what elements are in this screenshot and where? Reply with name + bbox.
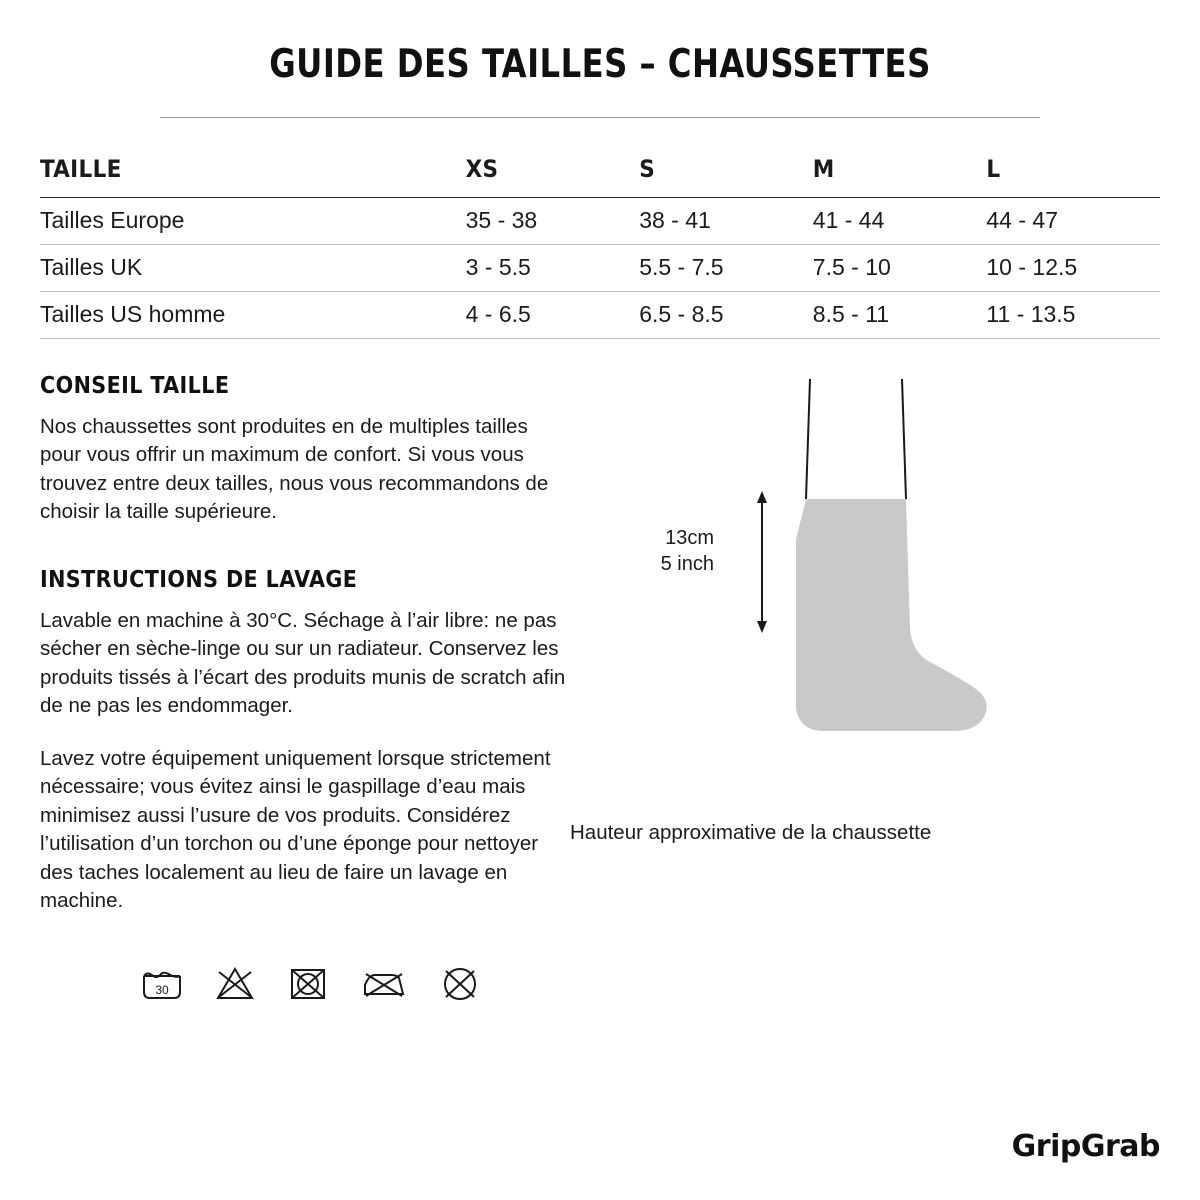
table-head — [40, 146, 1160, 198]
table-header-row — [40, 146, 1160, 198]
do-not-dry-clean-icon — [438, 964, 482, 1004]
table-row — [40, 292, 1160, 339]
sock-illustration-area — [570, 379, 1160, 809]
advice-heading: CONSEIL TAILLE — [40, 373, 230, 399]
cell-uk-m: 7.5 - 10 — [812, 254, 891, 280]
cell-us-m: 8.5 - 11 — [812, 301, 890, 327]
dimension-imperial: 5 inch — [660, 553, 714, 575]
table-row — [40, 245, 1160, 292]
cell-europe-m: 41 - 44 — [812, 207, 885, 233]
cell-us-s: 6.5 - 8.5 — [639, 301, 724, 327]
row-label-uk: Tailles UK — [40, 254, 143, 280]
sock-height-dimension — [634, 525, 714, 577]
cell-europe-xs: 35 - 38 — [465, 207, 538, 233]
care-symbols — [140, 964, 570, 1004]
cell-uk-l: 10 - 12.5 — [986, 254, 1078, 280]
cell-uk-s: 5.5 - 7.5 — [639, 254, 724, 280]
text-column — [40, 373, 570, 1004]
header-xs: XS — [465, 155, 499, 183]
svg-text:30: 30 — [155, 982, 169, 997]
title-divider — [160, 117, 1040, 118]
washing-heading: INSTRUCTIONS DE LAVAGE — [40, 566, 358, 593]
row-label-europe: Tailles Europe — [40, 207, 185, 233]
washing-paragraph-1: Lavable en machine à 30°C. Séchage à l’air libre: ne pas sécher en sèche-linge ou sur un radiateur. Conservez les produits tissés à l’écart des produits munis de scratch afin de ne pas les endommager. — [40, 608, 566, 718]
advice-paragraph: Nos chaussettes sont produites en de multiples tailles pour vous offrir un maximum de confort. Si vous vous trouvez entre deux tailles, nous vous recommandons de choisir la taille supérieure. — [40, 415, 549, 524]
size-table-container — [40, 146, 1160, 339]
machine-wash-30-icon — [140, 964, 184, 1004]
dimension-metric: 13cm — [665, 527, 714, 549]
sock-illustration — [610, 379, 1130, 779]
size-table — [40, 146, 1160, 339]
do-not-bleach-icon — [213, 964, 257, 1004]
row-label-us-men: Tailles US homme — [40, 301, 226, 327]
header-s: S — [639, 155, 656, 183]
table-body — [40, 198, 1160, 339]
do-not-iron-icon — [359, 964, 409, 1004]
cell-europe-s: 38 - 41 — [639, 207, 711, 233]
illustration-caption: Hauteur approximative de la chaussette — [570, 821, 932, 844]
cell-uk-xs: 3 - 5.5 — [465, 254, 531, 280]
page-title: GUIDE DES TAILLES – CHAUSSETTES — [269, 42, 931, 87]
cell-us-xs: 4 - 6.5 — [465, 301, 531, 327]
illustration-column — [570, 373, 1160, 1004]
table-row — [40, 198, 1160, 245]
cell-europe-l: 44 - 47 — [986, 207, 1058, 233]
header-size-label: TAILLE — [40, 155, 122, 183]
cell-us-l: 11 - 13.5 — [986, 301, 1076, 327]
header-l: L — [986, 155, 1001, 183]
washing-paragraph-2: Lavez votre équipement uniquement lorsque strictement nécessaire; vous évitez ainsi le gaspillage d’eau mais minimisez aussi l’usure de vos produits. Considérez l’utilisation d’un torchon ou d’une éponge pour nettoyer des taches localement au lieu de faire un lavage en machine. — [40, 746, 551, 913]
content-columns — [40, 373, 1160, 1004]
brand-logo: GripGrab — [1011, 1129, 1160, 1164]
header-m: M — [812, 155, 835, 183]
do-not-tumble-dry-icon — [286, 964, 330, 1004]
